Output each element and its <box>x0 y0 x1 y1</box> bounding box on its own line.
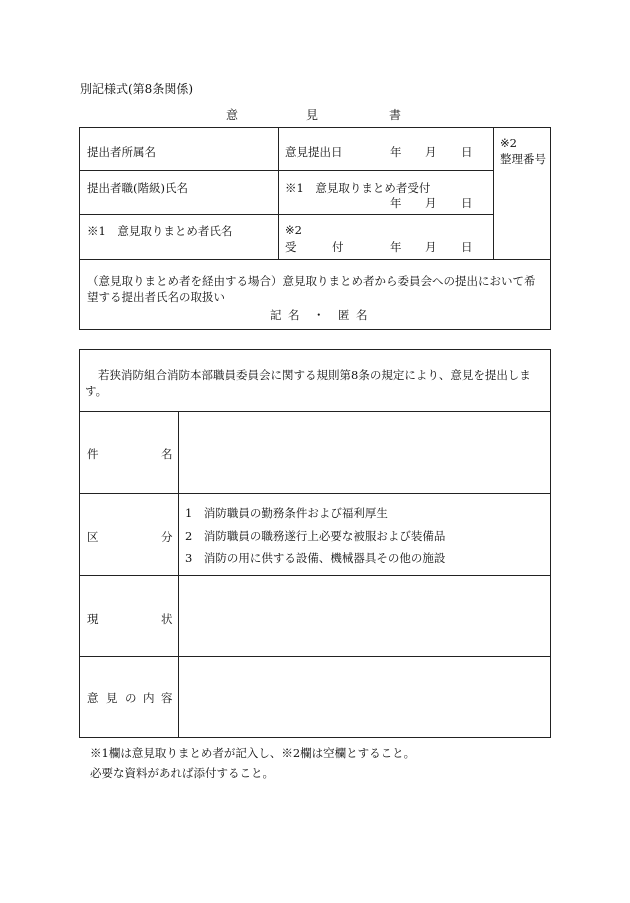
category-label-1: 区 <box>87 530 99 544</box>
handling-text-line1: （意見取りまとめ者を経由する場合）意見取りまとめ者から委員会への提出において希 <box>87 274 536 288</box>
position-name-label: 提出者職(階級)氏名 <box>87 181 188 195</box>
form-title: 別記様式(第8条関係) <box>80 82 193 96</box>
footnote-1: ※1欄は意見取りまとめ者が記入し、※2欄は空欄とすること。 <box>90 746 416 760</box>
reception-label-2: 付 <box>332 240 344 254</box>
submitter-info-table <box>79 127 551 330</box>
footnote-2: 必要な資料があれば添付すること。 <box>90 766 274 780</box>
divider <box>178 411 179 737</box>
reference-number-label: 整理番号 <box>500 152 546 166</box>
divider <box>80 493 550 494</box>
opinion-label-5: 容 <box>161 691 173 705</box>
intro-line2: す。 <box>85 384 108 398</box>
divider <box>80 411 550 412</box>
reception-note-mark: ※2 <box>285 223 302 237</box>
heading-char-2: 見 <box>306 108 319 122</box>
divider <box>80 575 550 576</box>
date-year: 年 <box>390 145 402 159</box>
opinion-label-4: 内 <box>143 691 155 705</box>
divider <box>80 170 493 171</box>
date-month: 月 <box>425 145 437 159</box>
note2-mark: ※2 <box>500 136 517 150</box>
category-item-1: 1 消防職員の勤務条件および福利厚生 <box>185 506 388 520</box>
affiliation-label: 提出者所属名 <box>87 145 156 159</box>
handling-option-2: 名 <box>288 308 300 322</box>
handling-option-sep: ・ <box>313 308 325 322</box>
reception-day: 日 <box>461 240 473 254</box>
category-label-2: 分 <box>161 530 173 544</box>
divider <box>80 656 550 657</box>
date-day: 日 <box>461 145 473 159</box>
current-state-label-1: 現 <box>87 612 99 626</box>
opinion-label-3: の <box>125 691 137 705</box>
heading-char-1: 意 <box>226 108 239 122</box>
divider <box>80 259 550 260</box>
opinion-table <box>79 349 551 738</box>
coordinator-name-label: ※1 意見取りまとめ者氏名 <box>87 224 233 238</box>
opinion-label-1: 意 <box>87 691 99 705</box>
intro-line1: 若狭消防組合消防本部職員委員会に関する規則第8条の規定により、意見を提出しま <box>98 368 531 382</box>
receipt-year: 年 <box>390 196 402 210</box>
reception-year: 年 <box>390 240 402 254</box>
current-state-label-2: 状 <box>161 612 173 626</box>
category-item-2: 2 消防職員の職務遂行上必要な被服および装備品 <box>185 529 446 543</box>
heading-char-3: 書 <box>389 108 402 122</box>
divider <box>278 128 279 259</box>
reception-month: 月 <box>425 240 437 254</box>
divider <box>80 214 493 215</box>
opinion-label-2: 見 <box>106 691 118 705</box>
coordinator-receipt-label: ※1 意見取りまとめ者受付 <box>285 181 431 195</box>
receipt-month: 月 <box>425 196 437 210</box>
document-heading <box>0 106 630 122</box>
divider <box>493 128 494 259</box>
handling-option-3: 匿 <box>338 308 350 322</box>
receipt-day: 日 <box>461 196 473 210</box>
category-item-3: 3 消防の用に供する設備、機械器具その他の施設 <box>185 551 446 565</box>
handling-option-4: 名 <box>356 308 368 322</box>
submission-date-label: 意見提出日 <box>285 145 343 159</box>
handling-text-line2: 望する提出者氏名の取扱い <box>87 290 225 304</box>
subject-label-2: 名 <box>161 447 173 461</box>
handling-option-1: 記 <box>270 308 282 322</box>
subject-label-1: 件 <box>87 447 99 461</box>
reception-label-1: 受 <box>285 240 297 254</box>
